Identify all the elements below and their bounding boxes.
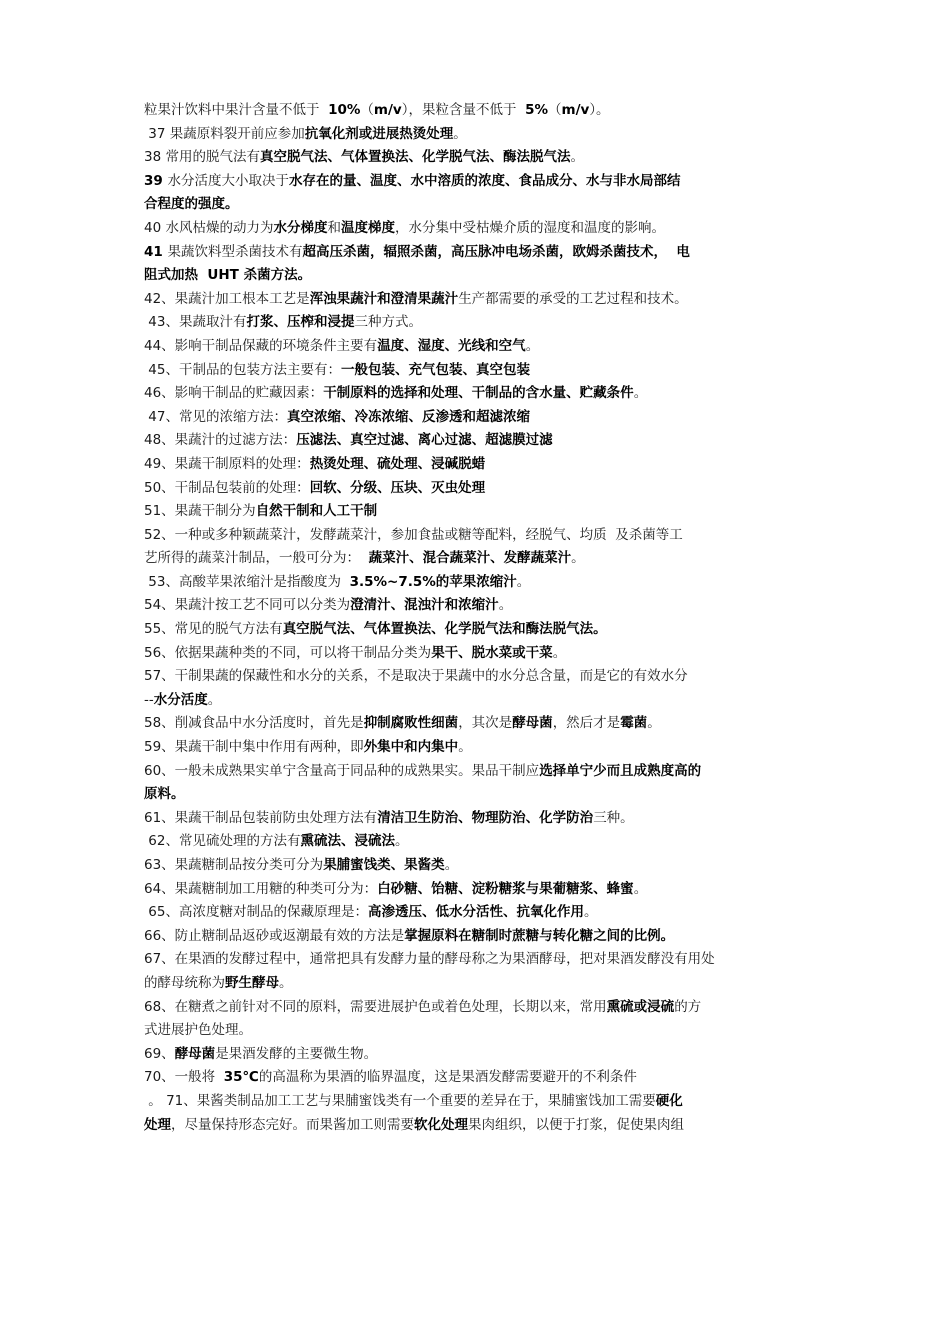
bold-text: 高渗透压、低水分活性、抗氧化作用 [367,904,584,921]
bold-text: 合程度的强度。 [144,196,239,213]
text-segment: 61、果蔬干制品包装前防虫处理方法有 [144,809,378,826]
text-line [144,689,808,713]
text-line [144,1043,808,1067]
text-segment: 粒果汁饮料中果汁含量不低于 [144,102,329,118]
bold-text: 10% [328,102,361,118]
bold-text: 硬化 [655,1092,683,1109]
text-segment: 37 果蔬原料裂开前应参加 [144,125,305,142]
text-segment: 是果酒发酵的主要微生物。 [215,1045,378,1062]
text-segment: 62、常见硫处理的方法有 [144,833,301,850]
text-segment: 43、果蔬取汁有 [144,314,247,331]
bold-text: m/v [373,102,402,118]
text-segment: 64、果蔬糖制加工用糖的种类可分为： [144,880,378,897]
text-segment: 。 [525,337,540,354]
text-segment: 。 [647,715,661,732]
text-segment: 。 [394,833,409,850]
text-line [144,1019,808,1043]
text-segment: ，其次是 [458,715,513,732]
text-segment: 67、在果酒的发酵过程中，通常把具有发酵力量的酵母称之为果酒酵母，把对果酒发酵没有用处 [144,951,715,968]
text-segment: 70、一般将 [144,1069,224,1086]
bold-text: 熏硫法、浸硫法 [300,833,395,850]
document-page [144,99,808,1137]
bold-text: 3.5%~7.5%的苹果浓缩汁 [349,573,517,590]
bold-text: 39 [144,172,168,189]
bold-text: 真空浓缩、冷冻浓缩、反渗透和超滤浓缩 [286,408,530,425]
bold-text: m/v [561,102,590,118]
text-segment: -- [144,691,154,708]
text-line [144,830,808,854]
bold-text: 压滤法、真空过滤、离心过滤、超滤膜过滤 [296,432,553,449]
text-line [144,359,808,383]
text-segment: 68、在糖煮之前针对不同的原料，需要进展护色或着色处理，长期以来，常用 [144,998,607,1015]
bold-text: 温度梯度 [340,219,395,236]
text-segment: 。 71、果酱类制品加工工艺与果脯蜜饯类有一个重要的差异在于，果脯蜜饯加工需要 [144,1092,656,1109]
bold-text: 处理 [144,1116,171,1133]
text-line [144,382,808,406]
bold-text: 清洁卫生防治、物理防治、化学防治 [377,809,594,826]
bold-text: 原料。 [144,786,185,803]
text-line [144,996,808,1020]
text-segment: 生产都需要的承受的工艺过程和技术。 [458,290,688,307]
text-line [144,288,808,312]
text-segment: 58、削减食品中水分活度时，首先是 [144,715,364,732]
text-segment: 51、果蔬干制分为 [144,503,256,520]
text-line [144,972,808,996]
text-line [144,642,808,666]
text-segment: 38 常用的脱气法有 [144,149,260,166]
bold-text: 水存在的量、温度、水中溶质的浓度、食品成分、水与非水局部结 [289,172,681,189]
text-segment: 水分活度大小取决于 [167,172,289,189]
bold-text: 35℃ [223,1069,259,1086]
text-segment: 45、干制品的包装方法主要有： [144,361,341,378]
bold-text: 抗氧化剂或进展热烫处理 [304,125,454,142]
text-segment: 65、高浓度糖对制品的保藏原理是： [144,904,368,921]
text-segment: 。 [458,739,472,756]
text-segment: 。 [570,149,584,166]
text-segment: 52、一种或多种颖蔬菜汁，发酵蔬菜汁，参加食盐或糖等配料，经脱气、均质 及杀菌等工 [144,526,683,543]
text-segment: 。 [552,644,567,661]
text-line [144,948,808,972]
text-line [144,477,808,501]
bold-text: 果干、脱水菜或干菜 [431,644,553,661]
text-segment: 44、影响干制品保藏的环境条件主要有 [144,337,378,354]
text-segment: 三种。 [593,809,634,826]
text-segment: 54、果蔬汁按工艺不同可以分类为 [144,597,351,614]
text-segment: 60、一般未成熟果实单宁含量高于同品种的成熟果实。果品干制应 [144,762,540,779]
text-segment: 69、 [144,1045,175,1062]
bold-text: 水分梯度 [273,219,328,236]
text-line [144,1066,808,1090]
text-line [144,193,808,217]
text-segment: ，水分集中受枯燥介质的湿度和温度的影响。 [394,219,665,236]
text-line [144,146,808,170]
text-line [144,712,808,736]
text-segment: ，然后才是 [552,715,621,732]
bold-text: 野生酵母 [225,974,279,991]
text-segment: 40 水风枯燥的动力为 [144,219,274,236]
bold-text: 蔬菜汁、混合蔬菜汁、发酵蔬菜汁 [368,550,572,567]
text-segment: ）。 [589,102,610,118]
text-line [144,618,808,642]
text-segment: 果肉组织，以便于打浆，促使果肉组 [468,1116,684,1133]
text-segment: 。 [583,904,598,921]
text-line [144,901,808,925]
bold-text: 真空脱气法、气体置换法、化学脱气法、酶法脱气法 [259,149,571,166]
bold-text: 外集中和内集中 [363,739,459,756]
text-line [144,311,808,335]
text-line [144,878,808,902]
text-segment: 46、影响干制品的贮藏因素： [144,385,324,402]
bold-text: 真空脱气法、气体置换法、化学脱气法和酶法脱气法。 [282,621,607,638]
text-segment: 42、果蔬汁加工根本工艺是 [144,290,310,307]
text-segment: 。 [633,880,648,897]
text-segment: 49、果蔬干制原料的处理： [144,455,310,472]
bold-text: 霉菌 [620,715,648,732]
text-segment: 的酵母统称为 [144,974,225,991]
text-segment: 。 [444,857,459,873]
text-line [144,736,808,760]
bold-text: 软化处理 [414,1116,468,1133]
text-segment: 47、常见的浓缩方法： [144,408,287,425]
text-line [144,783,808,807]
bold-text: 阻式加热 UHT 杀菌方法。 [144,267,312,284]
bold-text: 回软、分级、压块、灭虫处理 [309,479,486,496]
text-segment: 的方 [674,998,702,1015]
bold-text: 酵母菌 [174,1045,216,1062]
text-segment: 。 [516,573,531,590]
text-segment: 63、果蔬糖制品按分类可分为 [144,857,324,873]
bold-text: 白砂糖、饴糖、淀粉糖浆与果葡糖浆、蜂蜜 [377,880,634,897]
text-segment: 。 [207,691,222,708]
bold-text: 选择单宁少而且成熟度高的 [539,762,702,779]
bold-text: 澄清汁、混浊汁和浓缩汁 [350,597,499,614]
text-line [144,406,808,430]
text-line [144,429,808,453]
text-segment: 。 [279,974,293,991]
bold-text: 水分活度 [153,691,208,708]
text-line [144,1090,808,1114]
text-segment: 。 [571,550,585,567]
bold-text: 酵母菌 [512,715,553,732]
text-line [144,594,808,618]
text-line [144,571,808,595]
bold-text: 自然干制和人工干制 [255,503,378,520]
bold-text: 熏硫或浸硫 [606,998,675,1015]
text-segment: ），果粒含量不低于 [401,102,526,118]
text-line [144,335,808,359]
text-segment: 55、常见的脱气方法有 [144,621,283,638]
bold-text: 干制原料的选择和处理、干制品的含水量、贮藏条件 [323,385,634,402]
bold-text: 打浆、压榨和浸提 [246,314,355,331]
text-segment: 59、果蔬干制中集中作用有两种，即 [144,739,364,756]
text-segment: ，尽量保持形态完好。而果酱加工则需要 [171,1116,414,1133]
text-segment: 66、防止糖制品返砂或返潮最有效的方法是 [144,927,405,944]
text-segment: 57、干制果蔬的保藏性和水分的关系，不是取决于果蔬中的水分总含量，而是它的有效水分 [144,668,688,685]
text-line [144,1114,808,1138]
text-segment: 艺所得的蔬菜汁制品，一般可分为： [144,550,369,567]
text-line [144,500,808,524]
text-line [144,99,808,123]
text-segment: 53、高酸苹果浓缩汁是指酸度为 [144,573,350,590]
text-line [144,760,808,784]
text-segment: 三种方式。 [354,314,422,331]
text-segment: 48、果蔬汁的过滤方法： [144,432,297,449]
text-segment: （ [548,102,562,118]
text-line [144,925,808,949]
text-segment: 果蔬饮料型杀菌技术有 [167,243,303,260]
text-line [144,217,808,241]
text-line [144,524,808,548]
text-segment: 和 [327,219,341,236]
text-line [144,854,808,878]
text-segment: 。 [453,125,467,142]
text-segment: 。 [498,597,513,614]
text-segment: 式进展护色处理。 [144,1022,252,1039]
bold-text: 抑制腐败性细菌 [363,715,459,732]
text-segment: 56、依据果蔬种类的不同，可以将干制品分类为 [144,644,432,661]
text-line [144,807,808,831]
text-line [144,665,808,689]
text-segment: 的高温称为果酒的临界温度，这是果酒发酵需要避开的不利条件 [258,1069,637,1086]
bold-text: 掌握原料在糖制时蔗糖与转化糖之间的比例。 [404,927,675,944]
bold-text: 一般包装、充气包装、真空包装 [340,361,530,378]
text-line [144,547,808,571]
text-line [144,170,808,194]
bold-text: 超高压杀菌，辐照杀菌，高压脉冲电场杀菌，欧姆杀菌技术， 电 [302,243,690,260]
text-segment: 。 [633,385,648,402]
bold-text: 热烫处理、硫处理、浸碱脱蜡 [309,455,486,472]
text-line [144,123,808,147]
text-line [144,264,808,288]
bold-text: 浑浊果蔬汁和澄清果蔬汁 [309,290,459,307]
text-segment: （ [360,102,374,118]
text-line [144,241,808,265]
bold-text: 果脯蜜饯类、果酱类 [323,857,445,873]
text-segment: 50、干制品包装前的处理： [144,479,310,496]
bold-text: 温度、湿度、光线和空气 [377,337,526,354]
bold-text: 41 [144,243,168,260]
text-line [144,453,808,477]
bold-text: 5% [525,102,548,118]
